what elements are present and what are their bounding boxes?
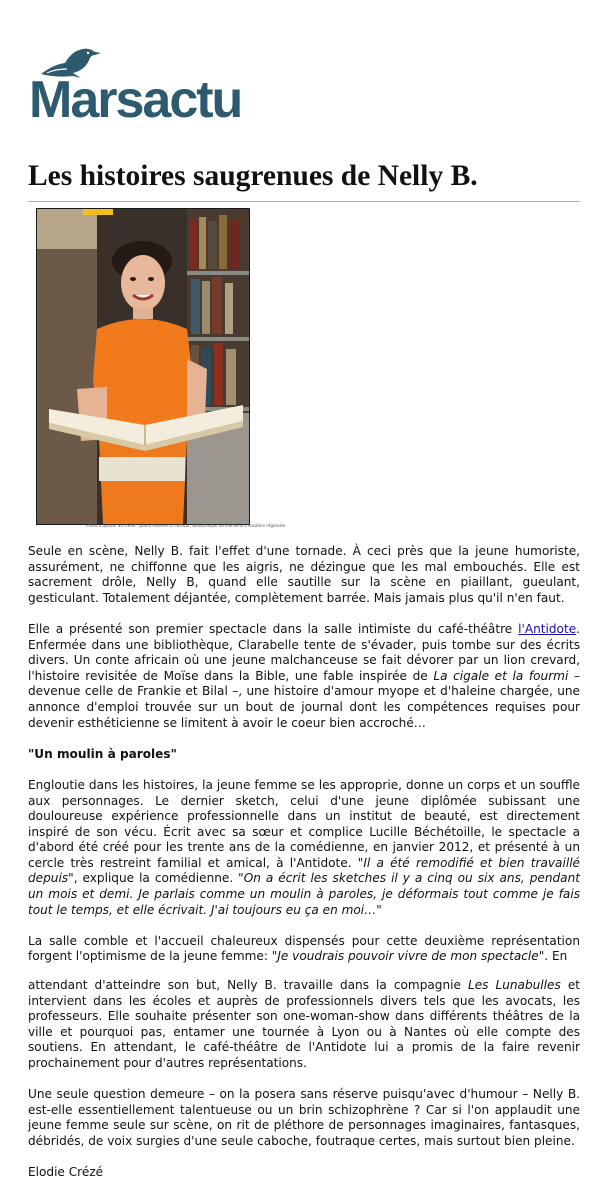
article-photo	[36, 208, 250, 525]
title-divider	[28, 201, 580, 202]
paragraph-optimism: La salle comble et l'accueil chaleureux dispensés pour cette deuxième représentation forgent l'optimisme de la jeune femme: "Je voudrais pouvoir vivre de mon spectacle". En	[28, 933, 580, 964]
author-signature: Elodie Crézé	[28, 1165, 104, 1180]
article-subheading: "Un moulin à paroles"	[28, 746, 177, 761]
paragraph-characters: Engloutie dans les histoires, la jeune femme se les approprie, donne un corps et un souffle aux personnages. Le dernier sketch, celui d'une jeune diplômée subissant une douloureuse expérience professionnelle dans un institut de beauté, est directement inspiré de son vécu. Écrit avec sa sœur et complice Lucille Béchétoille, le spectacle a d'abord été créé pour les trente ans de la comédienne, en janvier 2012, et présenté à un cercle très restreint familial et amical, à l'Antidote. "Il a été remodifié et bien travaillé depuis", explique la comédienne. "On a écrit les sketches il y a cinq ou six ans, pendant un mois et demi. Je parlais comme un moulin à paroles, je déformais tout comme je fais tout le temps, et elle écrivait. J'ai toujours eu ça en moi…"	[28, 777, 580, 917]
paragraph-question: Une seule question demeure – on la posera sans réserve puisqu'avec d'humour – Nelly B. est-elle essentiellement talentueuse ou un brin schizophrène ? Car si l'on applaudit une jeune femme seule sur scène, on rit de pléthore de personnages imaginaires, fantasques, débridés, de voix surgies d'une seule caboche, foutraque certes, mais surtout bien pleine.	[28, 1087, 580, 1148]
site-logo[interactable]	[29, 44, 269, 134]
paragraph-intro: Seule en scène, Nelly B. fait l'effet d'une tornade. À ceci près que la jeune humoriste, assurément, ne chiffonne que les aigris, ne dézingue que les mal embouchés. Elle est sacrement drôle, Nelly B, quand elle sautille sur la scène en piaillant, gueulant, gesticulant. Totalement déjantée, complètement barrée. Mais jamais plus qu'il n'en faut.	[28, 544, 580, 605]
article-body	[28, 544, 580, 1196]
photo-credit: Photo à ajouter au crédit : photo réalisée à l'Alcazar, Bibliothèque de Marseille à vocation régionale	[86, 523, 286, 528]
logo-wordmark: Marsactu	[29, 71, 242, 129]
paragraph-first-show: Elle a présenté son premier spectacle dans la salle intimiste du café-théâtre l'Antidote. Enfermée dans une bibliothèque, Clarabelle tente de s'évader, puis tombe sur des écrits divers. Un conte africain où une jeune malchanceuse se fait dévorer par un lion crevard, l'histoire revisitée de Moïse dans la Bible, une fable inspirée de La cigale et la fourmi – devenue celle de Frankie et Bilal –, une histoire d'amour myope et d'haleine chargée, une annonce d'emploi trouvée sur un bout de journal dont les compétences requises pour devenir esthéticienne se limitent à avoir le coeur bien accroché…	[28, 621, 580, 730]
paragraph-company: attendant d'atteindre son but, Nelly B. travaille dans la compagnie Les Lunabulles et intervient dans les écoles et auprès de professionnels divers tels que les avocats, les professeurs. Elle souhaite présenter son one-woman-show dans différents théâtres de la ville et pourquoi pas, entamer une tournée à Lyon ou à Nantes où elle compte des soutiens. En attendant, le café-théâtre de l'Antidote lui a promis de la faire revenir prochainement pour d'autres représentations.	[28, 978, 581, 1070]
antidote-link[interactable]: l'Antidote	[518, 621, 577, 636]
photo-illustration	[37, 209, 249, 524]
article-title: Les histoires saugrenues de Nelly B.	[28, 160, 478, 192]
